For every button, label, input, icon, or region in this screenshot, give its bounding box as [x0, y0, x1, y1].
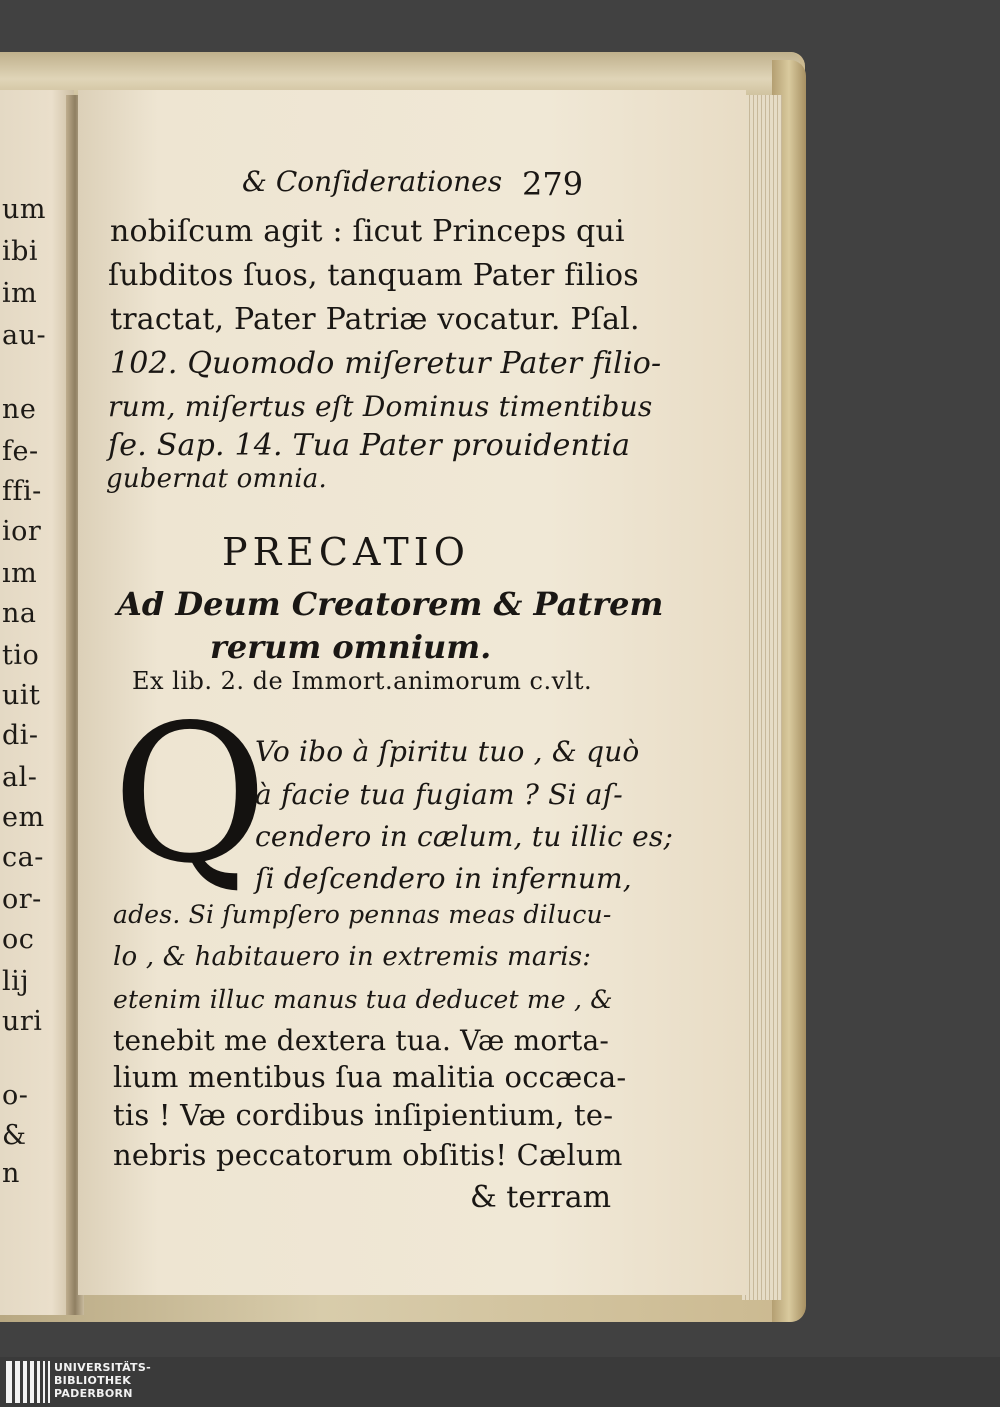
prayer-line: nebris peccatorum obſitis! Cælum [113, 1138, 623, 1172]
section-subtitle: rerum omnium. [210, 628, 492, 666]
body-line: ſe. Sap. 14. Tua Pater prouidentia [108, 428, 631, 463]
body-line: 102. Quomodo miſeretur Pater filio- [110, 346, 662, 381]
left-fragment: al- [2, 762, 38, 793]
left-fragment: o- [2, 1080, 29, 1111]
left-fragment: & [2, 1120, 27, 1151]
running-head: & Conſiderationes [242, 165, 503, 198]
left-fragment: lij [2, 966, 30, 997]
prayer-line: lo , & habitauero in extremis maris: [113, 942, 592, 972]
left-fragment: na [2, 598, 37, 629]
prayer-line: Vo ibo à ſpiritu tuo , & quò [255, 735, 640, 768]
left-fragment: oc [2, 924, 35, 955]
left-fragment: n [2, 1158, 20, 1189]
left-fragment: fe- [2, 436, 39, 467]
body-line: tractat, Pater Patriæ vocatur. Pſal. [110, 302, 640, 337]
left-fragment: ffi- [2, 476, 42, 507]
left-fragment: ım [2, 558, 38, 589]
left-fragment: em [2, 802, 45, 833]
left-fragment: ca- [2, 842, 44, 873]
source-reference: Ex lib. 2. de Immort.animorum c.vlt. [132, 667, 593, 695]
prayer-line: à facie tua fugiam ? Si aſ- [255, 778, 623, 811]
left-fragment: um [2, 194, 46, 225]
library-name-line: PADERBORN [54, 1387, 133, 1400]
prayer-line: ades. Si ſumpſero pennas meas dilucu- [113, 900, 612, 929]
body-line: rum, miſertus eſt Dominus timentibus [108, 390, 653, 423]
library-logo-icon [6, 1361, 50, 1403]
page-number: 279 [522, 165, 584, 203]
prayer-line: cendero in cælum, tu illic es; [255, 820, 674, 853]
section-title: PRECATIO [222, 530, 470, 574]
prayer-line: tis ! Væ cordibus inſipientium, te- [113, 1098, 614, 1132]
left-fragment: tio [2, 640, 40, 671]
drop-cap: Q [112, 684, 268, 905]
library-name [54, 1361, 151, 1400]
left-fragment: im [2, 278, 38, 309]
body-line: nobiſcum agit : ſicut Princeps qui [110, 214, 625, 249]
section-subtitle: Ad Deum Creatorem & Patrem [117, 585, 664, 623]
prayer-line: ſi deſcendero in infernum, [255, 862, 632, 895]
catchword: & terram [470, 1180, 612, 1215]
prayer-line: tenebit me dextera tua. Væ morta- [113, 1024, 610, 1057]
left-fragment: ior [2, 516, 42, 547]
body-line: ſubditos ſuos, tanquam Pater filios [108, 258, 639, 293]
body-line: gubernat omnia. [106, 464, 327, 494]
library-name-line: UNIVERSITÄTS- [54, 1361, 151, 1374]
prayer-line: lium mentibus ſua malitia occæca- [113, 1060, 627, 1094]
footer-bar [0, 1357, 1000, 1407]
left-fragment: or- [2, 884, 42, 915]
prayer-line: etenim illuc manus tua deducet me , & [113, 985, 613, 1014]
left-fragment: uri [2, 1006, 43, 1037]
left-fragment: uit [2, 680, 41, 711]
left-fragment: au- [2, 320, 47, 351]
left-fragment: di- [2, 720, 39, 751]
library-name-line: BIBLIOTHEK [54, 1374, 132, 1387]
left-fragment: ne [2, 394, 37, 425]
left-fragment: ibi [2, 236, 39, 267]
